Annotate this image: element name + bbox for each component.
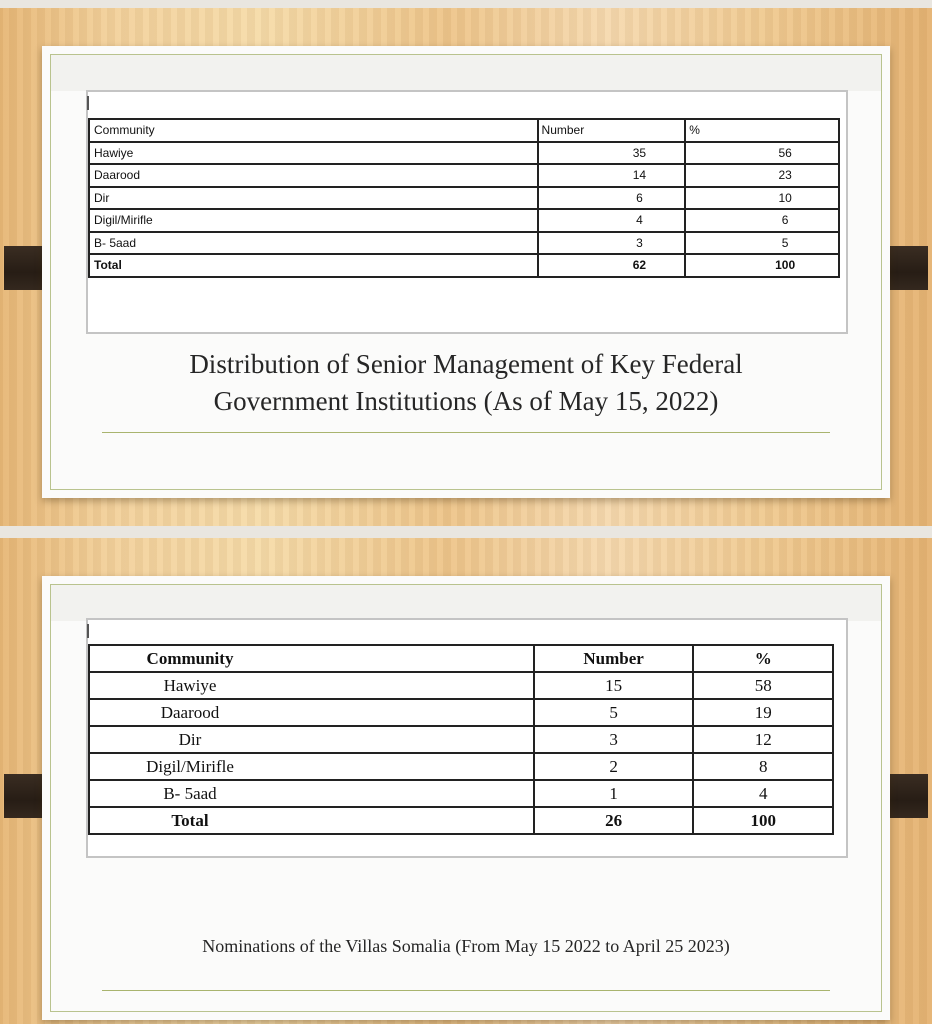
cell-total-label [89, 807, 534, 834]
cell-total-number: 62 [538, 254, 686, 277]
slide-panel-bottom [0, 538, 932, 1024]
cell-percent: 6 [685, 209, 839, 232]
cell-percent: 12 [693, 726, 833, 753]
table-header-row [89, 645, 833, 672]
slide-nominations [42, 576, 890, 1020]
cell-percent: 4 [693, 780, 833, 807]
cell-community [89, 672, 534, 699]
table-container-tick [87, 624, 89, 638]
cell-total-number: 26 [534, 807, 694, 834]
cell-percent: 19 [693, 699, 833, 726]
divider-line [102, 432, 830, 433]
header-community: Community [89, 119, 538, 142]
divider-line [102, 990, 830, 991]
cell-number: 4 [538, 209, 686, 232]
table-row [89, 232, 839, 255]
slide-header-band [51, 55, 881, 91]
cell-percent: 58 [693, 672, 833, 699]
cell-community-text: Daarood [160, 702, 220, 722]
cell-community: Daarood [89, 164, 538, 187]
header-number: Number [534, 645, 694, 672]
cell-number: 2 [534, 753, 694, 780]
table-container [86, 618, 848, 858]
table-header-row [89, 119, 839, 142]
cell-community: Digil/Mirifle [89, 209, 538, 232]
cell-community [89, 780, 534, 807]
cell-number: 15 [534, 672, 694, 699]
header-percent: % [685, 119, 839, 142]
header-community [89, 645, 534, 672]
cell-number: 1 [534, 780, 694, 807]
cell-community [89, 753, 534, 780]
slide-header-band [51, 585, 881, 621]
cell-number: 3 [538, 232, 686, 255]
table-row [89, 209, 839, 232]
header-number: Number [538, 119, 686, 142]
cell-total-percent: 100 [685, 254, 839, 277]
table-total-row [89, 807, 833, 834]
senior-management-table [88, 118, 840, 278]
cell-number: 3 [534, 726, 694, 753]
cell-community-text: Digil/Mirifle [146, 756, 234, 776]
slide-title-line-1: Distribution of Senior Management of Key Federal [189, 349, 743, 379]
cell-community [89, 699, 534, 726]
cell-total-label-text: Total [171, 810, 209, 830]
table-row [89, 726, 833, 753]
table-container [86, 90, 848, 334]
cell-percent: 5 [685, 232, 839, 255]
slide-title-line-2: Government Institutions (As of May 15, 2022) [213, 386, 719, 416]
header-community-text: Community [146, 648, 234, 668]
cell-number: 35 [538, 142, 686, 165]
cell-total-percent: 100 [693, 807, 833, 834]
cell-number: 6 [538, 187, 686, 210]
table-container-tick [87, 96, 89, 110]
table-row [89, 753, 833, 780]
slide-panel-top [0, 8, 932, 526]
table-row [89, 142, 839, 165]
nominations-table [88, 644, 834, 835]
cell-community-text: Dir [178, 729, 202, 749]
table-total-row [89, 254, 839, 277]
cell-number: 14 [538, 164, 686, 187]
cell-percent: 8 [693, 753, 833, 780]
cell-total-label: Total [89, 254, 538, 277]
slide-caption: Nominations of the Villas Somalia (From May 15 2022 to April 25 2023) [202, 936, 730, 956]
cell-percent: 56 [685, 142, 839, 165]
slide-senior-management [42, 46, 890, 498]
slide-title [62, 346, 870, 420]
header-percent: % [693, 645, 833, 672]
cell-community [89, 726, 534, 753]
table-row [89, 187, 839, 210]
cell-community: B- 5aad [89, 232, 538, 255]
cell-community-text: Hawiye [163, 675, 217, 695]
table-row [89, 164, 839, 187]
cell-percent: 10 [685, 187, 839, 210]
table-row [89, 699, 833, 726]
table-row [89, 780, 833, 807]
cell-community-text: B- 5aad [163, 783, 217, 803]
cell-community: Dir [89, 187, 538, 210]
table-row [89, 672, 833, 699]
cell-community: Hawiye [89, 142, 538, 165]
cell-number: 5 [534, 699, 694, 726]
cell-percent: 23 [685, 164, 839, 187]
